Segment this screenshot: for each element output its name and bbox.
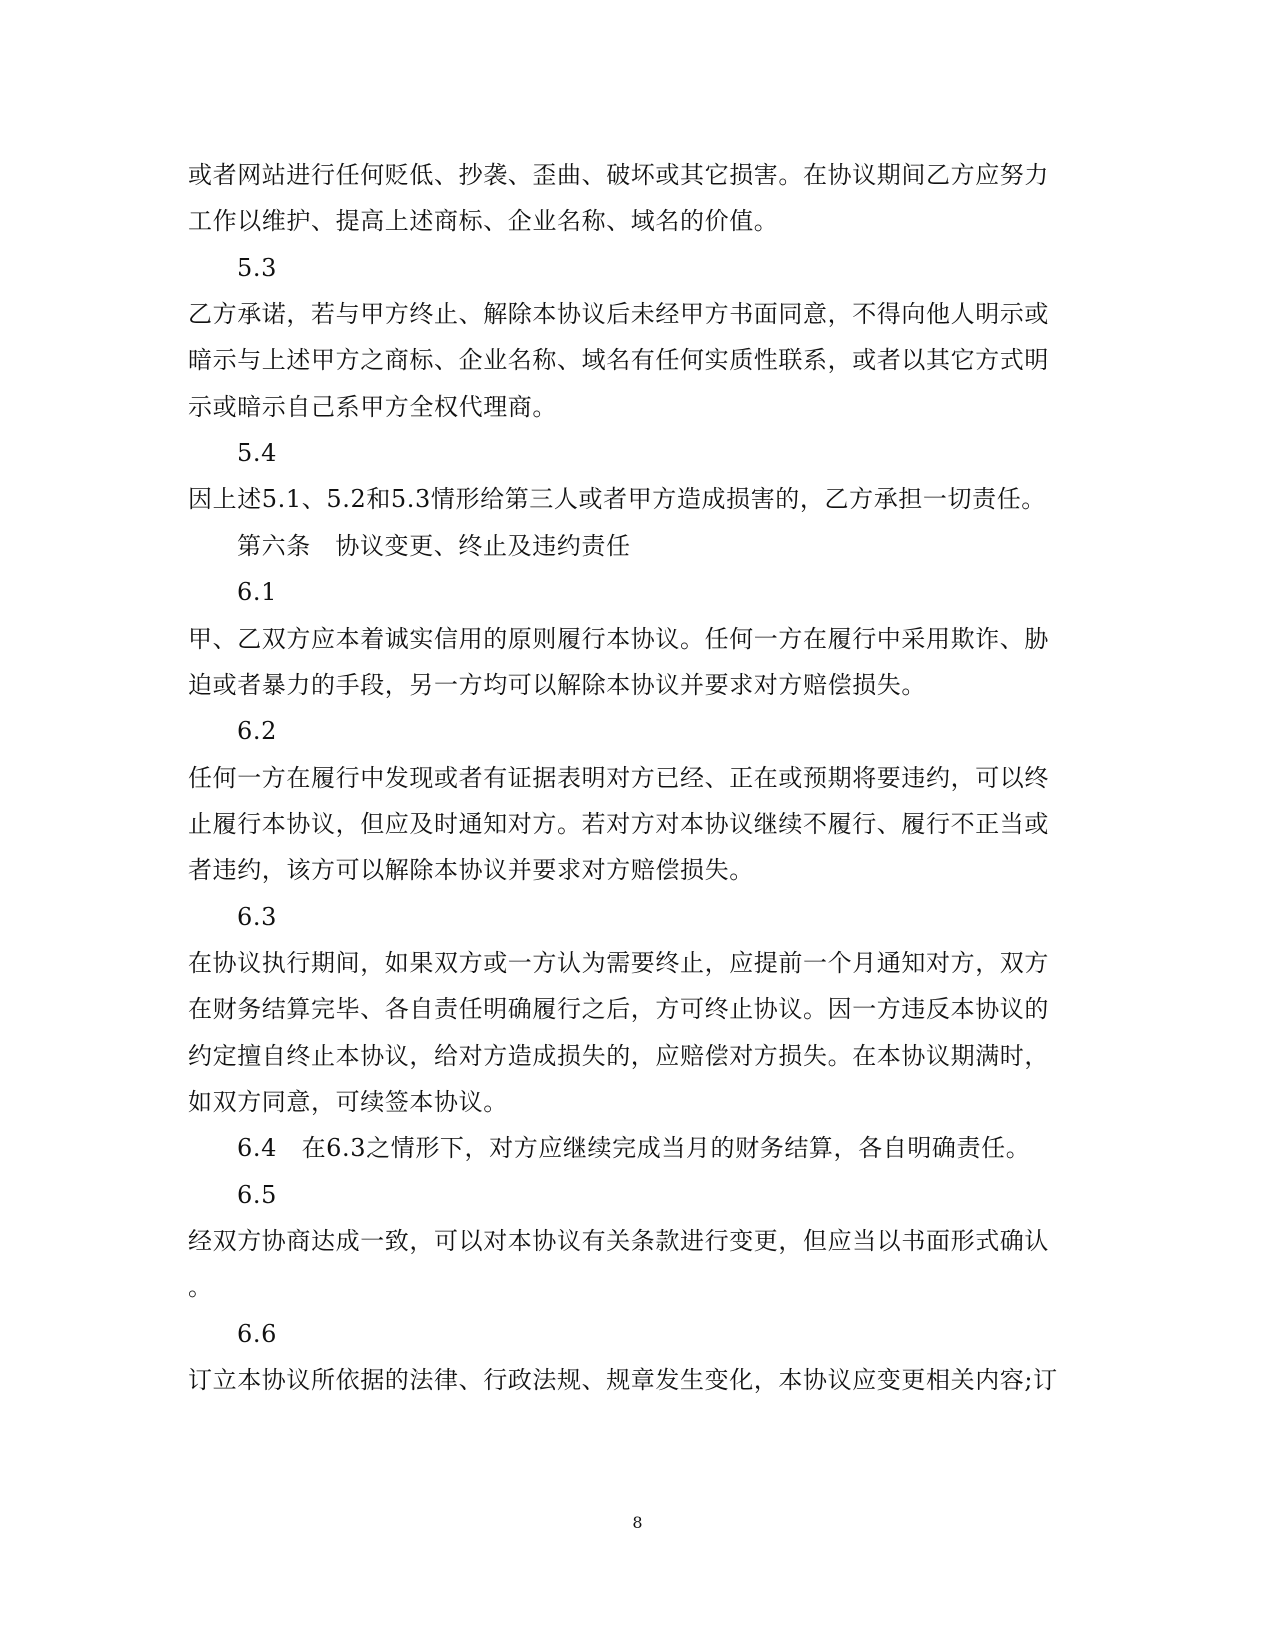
body-text-line: 经双方协商达成一致，可以对本协议有关条款进行变更，但应当以书面形式确认 (188, 1227, 1049, 1255)
body-text-line: 乙方承诺，若与甲方终止、解除本协议后未经甲方书面同意，不得向他人明示或 (188, 300, 1049, 328)
clause-number: 5.4 (237, 439, 277, 467)
clause-number: 6.5 (237, 1181, 277, 1209)
body-text-line: 如双方同意，可续签本协议。 (188, 1088, 508, 1116)
body-text-line: 因上述5.1、5.2和5.3情形给第三人或者甲方造成损害的，乙方承担一切责任。 (188, 485, 1046, 513)
clause-number: 6.1 (237, 578, 277, 606)
body-text-line: 约定擅自终止本协议，给对方造成损失的，应赔偿对方损失。在本协议期满时， (188, 1042, 1049, 1070)
body-text-line: 在协议执行期间，如果双方或一方认为需要终止，应提前一个月通知对方，双方 (188, 949, 1049, 977)
clause-number: 6.3 (237, 903, 277, 931)
body-text-line: 任何一方在履行中发现或者有证据表明对方已经、正在或预期将要违约，可以终 (188, 764, 1049, 792)
body-text-line: 订立本协议所依据的法律、行政法规、规章发生变化，本协议应变更相关内容;订 (188, 1366, 1058, 1394)
body-text-line: 在财务结算完毕、各自责任明确履行之后，方可终止协议。因一方违反本协议的 (188, 995, 1049, 1023)
body-text-line: 6.4 在6.3之情形下，对方应继续完成当月的财务结算，各自明确责任。 (237, 1134, 1031, 1162)
body-text-line: 暗示与上述甲方之商标、企业名称、域名有任何实质性联系，或者以其它方式明 (188, 346, 1049, 374)
body-text-line: 。 (188, 1273, 213, 1301)
article-heading: 第六条 协议变更、终止及违约责任 (237, 532, 631, 560)
page-number: 8 (632, 1513, 643, 1532)
body-text-line: 者违约，该方可以解除本协议并要求对方赔偿损失。 (188, 856, 754, 884)
body-text-line: 示或暗示自己系甲方全权代理商。 (188, 393, 557, 421)
body-text-line: 工作以维护、提高上述商标、企业名称、域名的价值。 (188, 207, 779, 235)
clause-number: 6.2 (237, 717, 277, 745)
body-text-line: 甲、乙双方应本着诚实信用的原则履行本协议。任何一方在履行中采用欺诈、胁 (188, 625, 1049, 653)
body-text-line: 止履行本协议，但应及时通知对方。若对方对本协议继续不履行、履行不正当或 (188, 810, 1049, 838)
body-text-line: 或者网站进行任何贬低、抄袭、歪曲、破坏或其它损害。在协议期间乙方应努力 (188, 161, 1049, 189)
clause-number: 5.3 (237, 254, 277, 282)
body-text-line: 迫或者暴力的手段，另一方均可以解除本协议并要求对方赔偿损失。 (188, 671, 926, 699)
clause-number: 6.6 (237, 1320, 277, 1348)
